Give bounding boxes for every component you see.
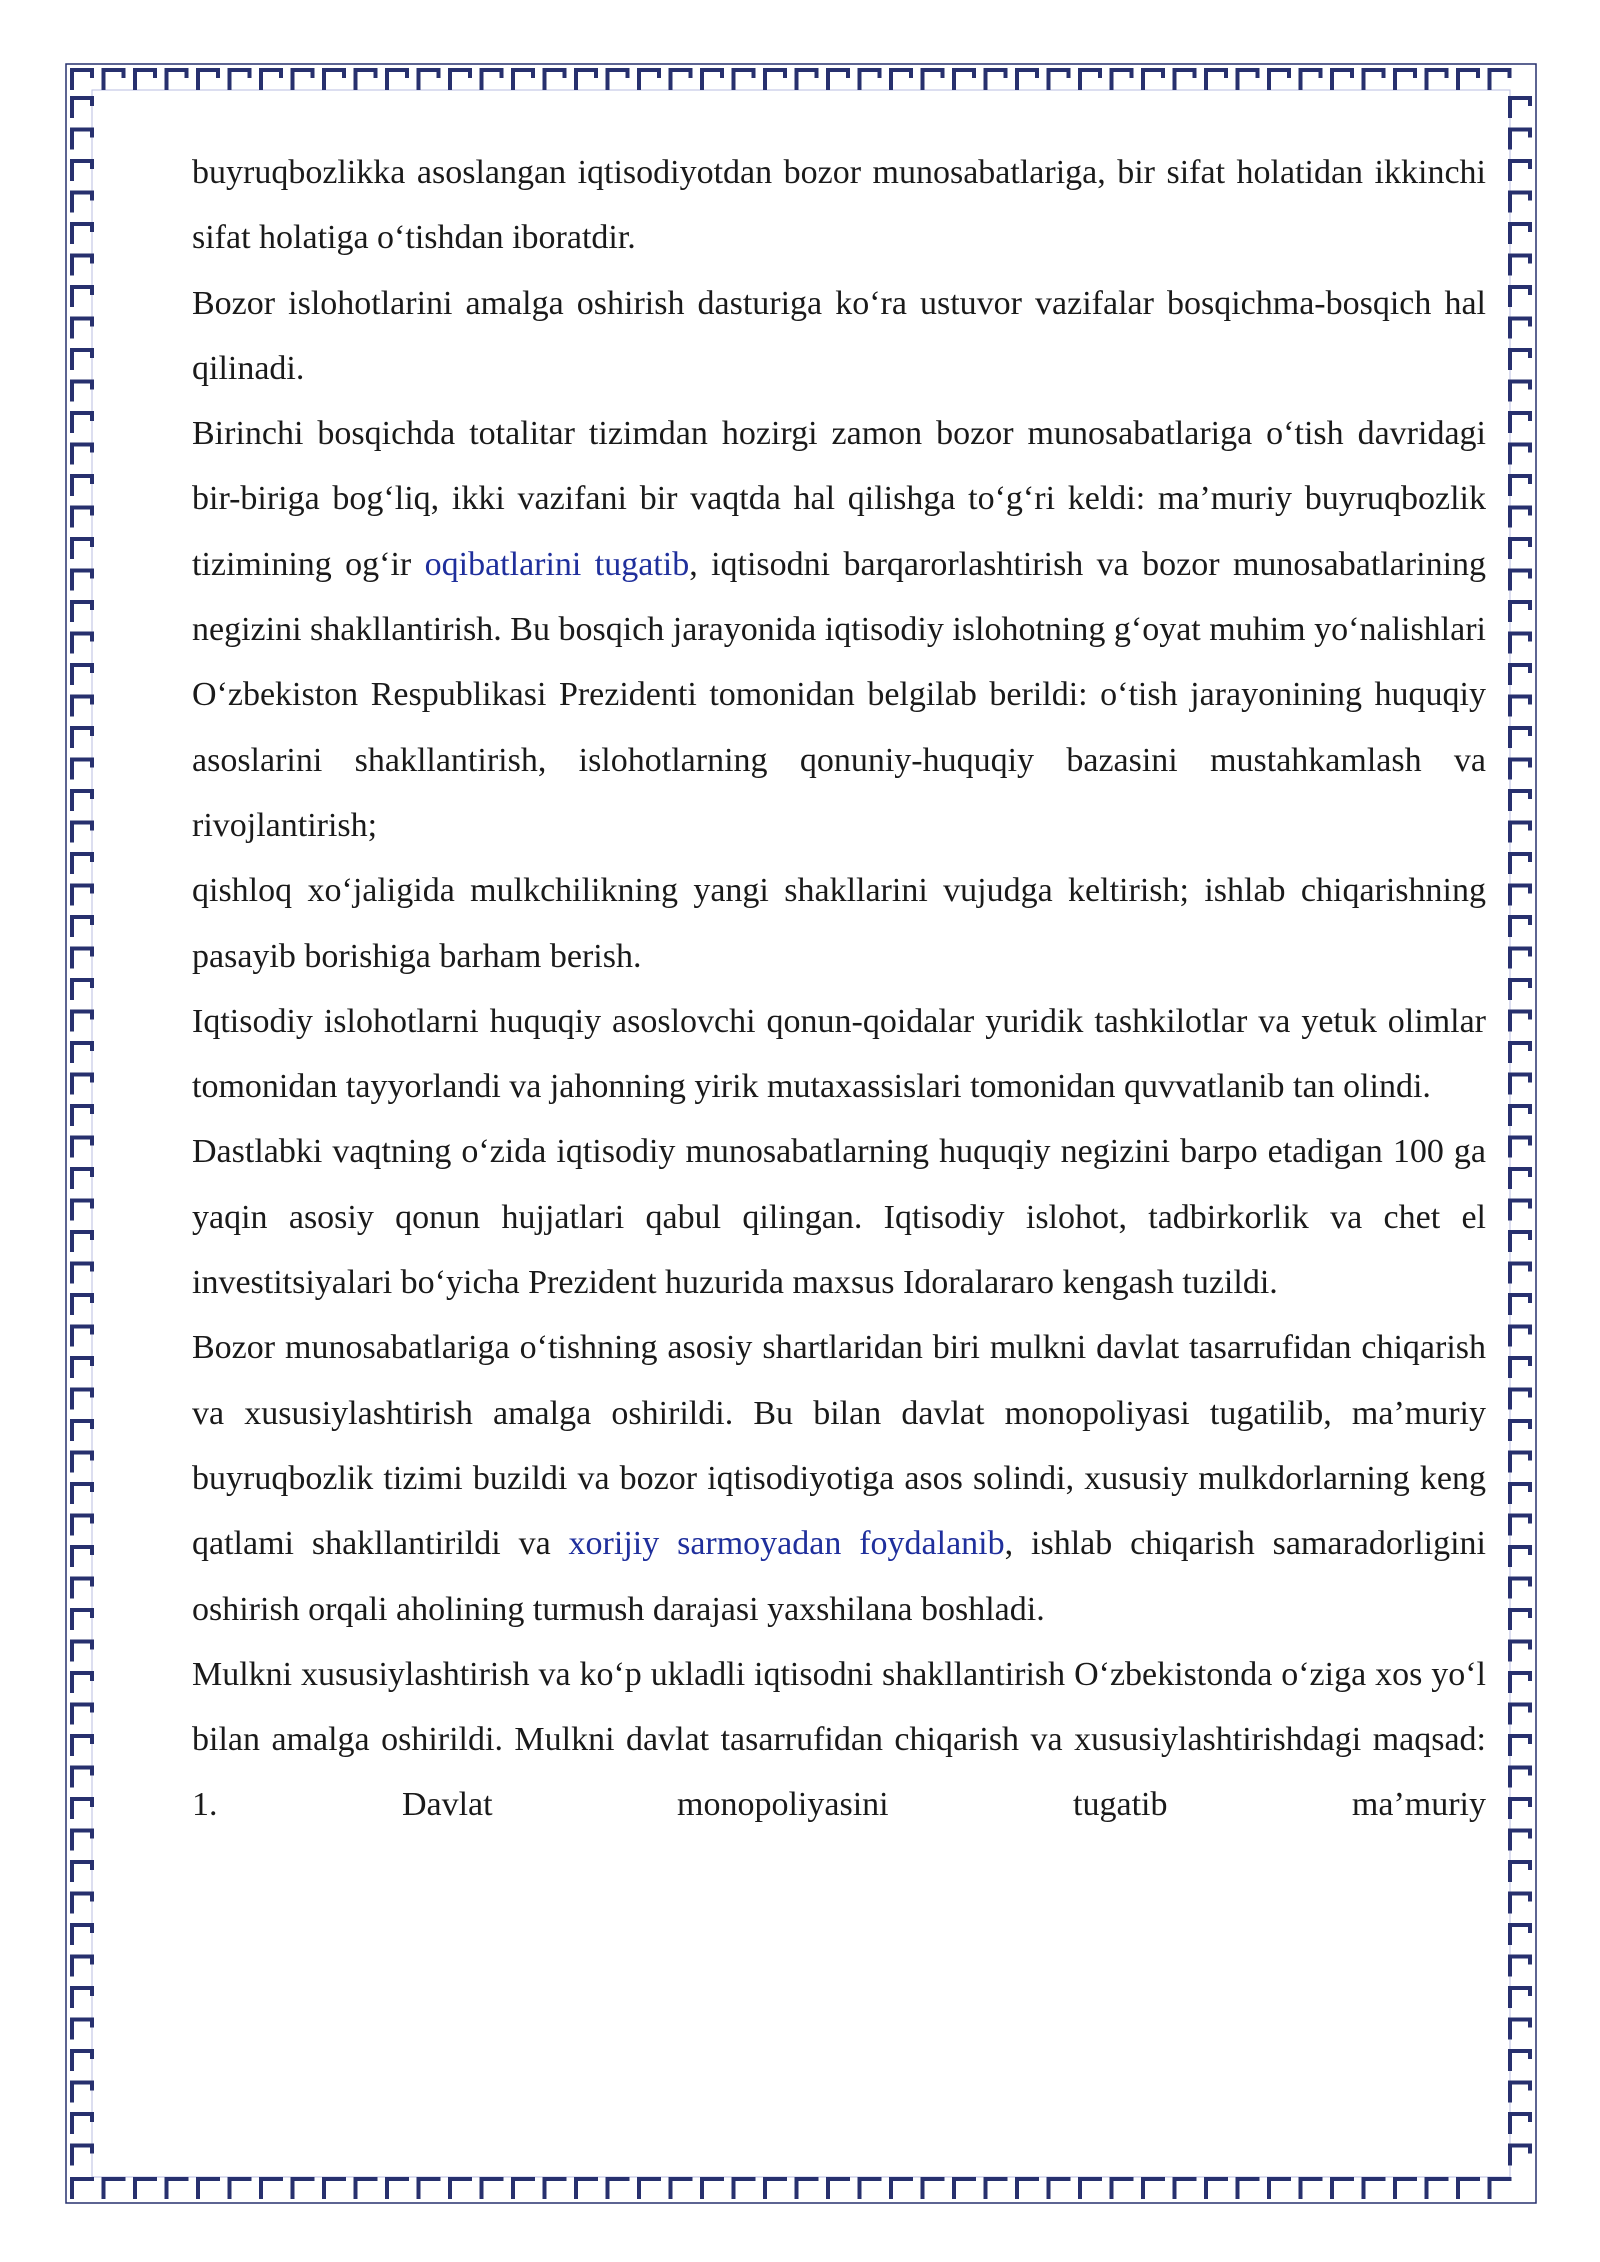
paragraph-text: , ishlab chiqarish samaradorligini oshirish orqali aholining turmush darajasi yaxshilana boshladi. [192, 1525, 1486, 1628]
border-key-motif [72, 1705, 92, 1723]
border-key-motif [671, 70, 691, 88]
border-key-motif [1510, 791, 1530, 809]
border-key-motif [1301, 2179, 1321, 2197]
border-key-motif [1458, 2179, 1478, 2197]
border-key-motif [419, 70, 439, 88]
border-key-motif [1510, 1547, 1530, 1565]
border-key-motif [72, 193, 92, 211]
border-key-motif [1510, 413, 1530, 431]
border-key-motif [72, 980, 92, 998]
border-key-motif [1510, 1925, 1530, 1943]
border-key-motif [1510, 508, 1530, 526]
border-key-motif [72, 1327, 92, 1345]
border-key-motif [72, 224, 92, 242]
border-key-motif [1269, 70, 1289, 88]
border-key-motif [639, 2179, 659, 2197]
border-key-motif [608, 70, 628, 88]
border-key-motif [1510, 823, 1530, 841]
border-key-motif [1510, 917, 1530, 935]
border-key-motif [1510, 350, 1530, 368]
border-key-motif [72, 1138, 92, 1156]
border-key-motif [72, 886, 92, 904]
border-key-motif [1490, 2179, 1510, 2197]
border-key-motif [1510, 854, 1530, 872]
border-key-motif [1490, 70, 1510, 88]
border-key-motif [828, 2179, 848, 2197]
border-key-motif [293, 2179, 313, 2197]
border-key-motif [72, 1264, 92, 1282]
border-key-motif [72, 1768, 92, 1786]
border-key-motif [1175, 70, 1195, 88]
border-key-motif [1510, 1358, 1530, 1376]
border-key-motif [72, 256, 92, 274]
border-key-motif [72, 1169, 92, 1187]
border-key-motif [1510, 1390, 1530, 1408]
border-key-motif [72, 476, 92, 494]
border-key-motif [72, 1453, 92, 1471]
border-key-motif [1510, 1736, 1530, 1754]
border-key-motif [72, 350, 92, 368]
border-key-motif [72, 728, 92, 746]
border-key-motif [72, 1831, 92, 1849]
paragraph-text: Iqtisodiy islohotlarni huquqiy asoslovchi qonun-qoidalar yuridik tashkilotlar va yetuk olimlar tomonidan tayyorlandi va jahonning yirik mutaxassislari tomonidan quvvatlanib tan olindi. [192, 1002, 1486, 1106]
border-key-motif [1510, 1516, 1530, 1534]
border-key-motif [1112, 2179, 1132, 2197]
body-paragraph [192, 858, 1486, 989]
border-key-motif [72, 1201, 92, 1219]
border-key-motif [1510, 1799, 1530, 1817]
border-key-motif [1395, 70, 1415, 88]
border-key-motif [72, 1925, 92, 1943]
border-key-motif [135, 70, 155, 88]
border-key-motif [450, 2179, 470, 2197]
border-key-motif [576, 70, 596, 88]
border-key-motif [639, 70, 659, 88]
border-key-motif [1017, 2179, 1037, 2197]
border-key-motif [860, 70, 880, 88]
border-key-motif [230, 70, 250, 88]
border-key-motif [72, 413, 92, 431]
border-key-motif [1510, 1232, 1530, 1250]
border-key-motif [1427, 70, 1447, 88]
border-key-motif [545, 2179, 565, 2197]
border-key-motif [72, 1516, 92, 1534]
border-key-motif [1510, 1138, 1530, 1156]
border-key-motif [1510, 1831, 1530, 1849]
border-key-motif [482, 2179, 502, 2197]
border-key-motif [1049, 2179, 1069, 2197]
border-key-motif [1510, 2020, 1530, 2038]
border-key-motif [135, 2179, 155, 2197]
border-key-motif [72, 1012, 92, 1030]
border-key-motif [1510, 476, 1530, 494]
border-key-motif [104, 2179, 124, 2197]
border-key-motif [1510, 1327, 1530, 1345]
border-key-motif [1301, 70, 1321, 88]
paragraph-text: , iqtisodni barqarorlashtirish va bozor munosabatlarining negizini shakllantirish. Bu bosqich jarayonida iqtisodiy islohotning g‘oyat muhim yo‘nalishlari O‘zbekiston Respublikasi Prezidenti tomonidan belgilab berildi: o‘tish jarayonining huquqiy asoslarini shakllantirish, islohotlarning qonuniy-huquqiy bazasini mustahkamlash va rivojlantirish; [192, 545, 1487, 844]
border-key-motif [482, 70, 502, 88]
border-key-motif [72, 571, 92, 589]
border-key-motif [1510, 886, 1530, 904]
border-key-motif [72, 445, 92, 463]
border-key-motif [1510, 1894, 1530, 1912]
border-key-motif [545, 70, 565, 88]
body-paragraph [192, 1119, 1486, 1315]
border-key-motif [1510, 1484, 1530, 1502]
border-key-motif [1510, 697, 1530, 715]
border-key-motif [72, 1043, 92, 1061]
border-key-motif [1510, 1169, 1530, 1187]
border-key-motif [1510, 949, 1530, 967]
border-key-motif [1510, 1988, 1530, 2006]
border-key-motif [1143, 70, 1163, 88]
border-key-motif [198, 70, 218, 88]
paragraph-text: Dastlabki vaqtning o‘zida iqtisodiy munosabatlarning huquqiy negizini barpo etadigan 100 ga yaqin asosiy qonun hujjatlari qabul qilingan. Iqtisodiy islohot, tadbirkorlik va chet el investitsiyalari bo‘yicha Prezident huzurida maxsus Idoralararo kengash tuzildi. [192, 1133, 1486, 1302]
border-key-motif [1364, 2179, 1384, 2197]
border-key-motif [72, 1232, 92, 1250]
border-key-motif [72, 2179, 92, 2197]
body-paragraph [192, 271, 1486, 402]
border-key-motif [72, 1484, 92, 1502]
border-key-motif [1510, 319, 1530, 337]
border-key-motif [1510, 224, 1530, 242]
border-key-motif [1510, 2114, 1530, 2132]
border-key-motif [1332, 2179, 1352, 2197]
border-key-motif [72, 161, 92, 179]
border-key-motif [797, 2179, 817, 2197]
border-key-motif [72, 508, 92, 526]
paragraph-text: Birinchi bosqichda totalitar tizimdan hozirgi zamon bozor munosabatlariga o‘tish davridagi bir-biriga bog‘liq, ikki vazifani bir vaqtda hal qilishga to‘g‘ri keldi: ma’muriy buyruqbozlik tizimining og‘ir [192, 415, 1486, 583]
border-key-motif [324, 2179, 344, 2197]
border-key-motif [1510, 1453, 1530, 1471]
border-key-motif [1458, 70, 1478, 88]
border-key-motif [1510, 760, 1530, 778]
border-key-motif [1510, 2051, 1530, 2069]
border-key-motif [702, 2179, 722, 2197]
border-key-motif [230, 2179, 250, 2197]
border-key-motif [1017, 70, 1037, 88]
border-key-motif [72, 1421, 92, 1439]
border-key-motif [1269, 2179, 1289, 2197]
border-key-motif [1510, 98, 1530, 116]
border-key-motif [734, 2179, 754, 2197]
border-key-motif [72, 2114, 92, 2132]
border-key-motif [828, 70, 848, 88]
border-key-motif [72, 1894, 92, 1912]
border-key-motif [167, 2179, 187, 2197]
border-key-motif [1206, 70, 1226, 88]
border-key-motif [72, 539, 92, 557]
border-key-motif [1510, 1106, 1530, 1124]
border-key-motif [1510, 634, 1530, 652]
border-key-motif [72, 823, 92, 841]
border-key-motif [1427, 2179, 1447, 2197]
body-paragraph [192, 140, 1486, 271]
body-paragraph [192, 1315, 1486, 1641]
border-key-motif [72, 1358, 92, 1376]
border-key-motif [356, 70, 376, 88]
border-key-motif [72, 760, 92, 778]
border-key-motif [72, 130, 92, 148]
border-key-motif [1510, 2146, 1530, 2164]
border-key-motif [891, 70, 911, 88]
border-key-motif [1206, 2179, 1226, 2197]
border-key-motif [954, 70, 974, 88]
border-key-motif [1238, 70, 1258, 88]
border-key-motif [1510, 1642, 1530, 1660]
border-key-motif [923, 2179, 943, 2197]
border-key-motif [72, 949, 92, 967]
border-key-motif [72, 1673, 92, 1691]
border-key-motif [72, 2051, 92, 2069]
border-key-motif [72, 1736, 92, 1754]
border-key-motif [72, 1957, 92, 1975]
border-key-motif [72, 70, 92, 88]
paragraph-text: Bozor islohotlarini amalga oshirish dasturiga ko‘ra ustuvor vazifalar bosqichma-bosqich hal qilinadi. [192, 284, 1486, 387]
border-key-motif [576, 2179, 596, 2197]
border-key-motif [986, 70, 1006, 88]
border-key-motif [261, 2179, 281, 2197]
hyperlink-text[interactable]: oqibatlarini tugatib [424, 545, 690, 583]
border-key-motif [1510, 980, 1530, 998]
border-key-motif [72, 1988, 92, 2006]
border-key-motif [1510, 602, 1530, 620]
border-key-motif [387, 2179, 407, 2197]
border-key-motif [72, 665, 92, 683]
border-key-motif [104, 70, 124, 88]
border-key-motif [1510, 445, 1530, 463]
border-key-motif [1332, 70, 1352, 88]
border-key-motif [72, 2083, 92, 2101]
border-key-motif [1510, 1957, 1530, 1975]
border-key-motif [671, 2179, 691, 2197]
border-key-motif [765, 70, 785, 88]
border-key-motif [1510, 1043, 1530, 1061]
border-key-motif [72, 1862, 92, 1880]
border-key-motif [860, 2179, 880, 2197]
border-key-motif [293, 70, 313, 88]
border-key-motif [72, 98, 92, 116]
border-key-motif [1510, 1705, 1530, 1723]
border-key-motif [450, 70, 470, 88]
border-key-motif [387, 70, 407, 88]
paragraph-text: buyruqbozlikka asoslangan iqtisodiyotdan bozor munosabatlariga, bir sifat holatidan ikkinchi sifat holatiga o‘tishdan iboratdir. [192, 154, 1486, 257]
border-key-motif [1510, 1610, 1530, 1628]
border-key-motif [198, 2179, 218, 2197]
border-key-motif [167, 70, 187, 88]
border-key-motif [72, 319, 92, 337]
border-key-motif [1510, 1862, 1530, 1880]
border-key-motif [72, 1547, 92, 1565]
border-key-motif [1510, 1673, 1530, 1691]
border-key-motif [72, 287, 92, 305]
border-key-motif [1510, 382, 1530, 400]
border-key-motif [1112, 70, 1132, 88]
border-key-motif [72, 1075, 92, 1093]
border-key-motif [513, 70, 533, 88]
border-key-motif [1080, 2179, 1100, 2197]
border-key-motif [72, 2146, 92, 2164]
border-key-motif [1510, 1012, 1530, 1030]
border-key-motif [72, 1390, 92, 1408]
border-key-motif [765, 2179, 785, 2197]
border-key-motif [891, 2179, 911, 2197]
border-key-motif [419, 2179, 439, 2197]
border-key-motif [1510, 1264, 1530, 1282]
border-key-motif [1238, 2179, 1258, 2197]
body-paragraph [192, 989, 1486, 1120]
border-key-motif [1175, 2179, 1195, 2197]
border-key-motif [72, 634, 92, 652]
body-paragraph [192, 401, 1486, 858]
border-key-motif [261, 70, 281, 88]
border-key-motif [923, 70, 943, 88]
border-key-motif [954, 2179, 974, 2197]
border-key-motif [72, 1610, 92, 1628]
paragraph-text: Mulkni xususiylashtirish va ko‘p ukladli iqtisodni shakllantirish O‘zbekistonda o‘ziga xos yo‘l bilan amalga oshirildi. Mulkni davlat tasarrufidan chiqarish va xususiylashtirishdagi maqsad: 1. Davlat monopoliyasini tugatib ma’muriy [192, 1655, 1486, 1824]
border-key-motif [1510, 130, 1530, 148]
border-key-motif [72, 854, 92, 872]
border-key-motif [1510, 2083, 1530, 2101]
paragraph-text: Bozor munosabatlariga o‘tishning asosiy shartlaridan biri mulkni davlat tasarrufidan chiqarish va xususiylashtirish amalga oshirildi. Bu bilan davlat monopoliyasi tugatilib, ma’muriy buyruqbozlik tizimi buzildi va bozor iqtisodiyotiga asos solindi, xususiy mulkdorlarning keng qatlami shakllantirildi va [192, 1329, 1486, 1563]
border-key-motif [1395, 2179, 1415, 2197]
border-key-motif [1364, 70, 1384, 88]
border-key-motif [1510, 161, 1530, 179]
border-key-motif [324, 70, 344, 88]
border-key-motif [1510, 1201, 1530, 1219]
paragraph-text: qishloq xo‘jaligida mulkchilikning yangi shakllarini vujudga keltirish; ishlab chiqarishning pasayib borishiga barham berish. [192, 872, 1486, 975]
border-key-motif [734, 70, 754, 88]
border-key-motif [1510, 1295, 1530, 1313]
border-key-motif [72, 382, 92, 400]
border-key-motif [1510, 256, 1530, 274]
border-key-motif [356, 2179, 376, 2197]
border-key-motif [1510, 1579, 1530, 1597]
hyperlink-text[interactable]: xorijiy sarmoyadan foydalanib [568, 1525, 1005, 1563]
border-key-motif [72, 917, 92, 935]
border-key-motif [513, 2179, 533, 2197]
border-key-motif [72, 1579, 92, 1597]
border-key-motif [72, 697, 92, 715]
border-key-motif [702, 70, 722, 88]
border-key-motif [986, 2179, 1006, 2197]
border-key-motif [1510, 1421, 1530, 1439]
border-key-motif [72, 1642, 92, 1660]
document-body [192, 140, 1486, 1838]
border-key-motif [1080, 70, 1100, 88]
border-key-motif [1510, 1768, 1530, 1786]
border-key-motif [72, 791, 92, 809]
border-key-motif [72, 2020, 92, 2038]
border-key-motif [1510, 665, 1530, 683]
body-paragraph [192, 1642, 1486, 1838]
border-key-motif [1143, 2179, 1163, 2197]
border-key-motif [1510, 571, 1530, 589]
border-key-motif [1049, 70, 1069, 88]
border-key-motif [72, 1106, 92, 1124]
border-key-motif [1510, 287, 1530, 305]
border-key-motif [72, 1799, 92, 1817]
border-key-motif [1510, 728, 1530, 746]
border-key-motif [797, 70, 817, 88]
border-key-motif [1510, 539, 1530, 557]
border-key-motif [72, 602, 92, 620]
border-key-motif [608, 2179, 628, 2197]
border-key-motif [72, 1295, 92, 1313]
border-key-motif [1510, 193, 1530, 211]
border-key-motif [1510, 1075, 1530, 1093]
